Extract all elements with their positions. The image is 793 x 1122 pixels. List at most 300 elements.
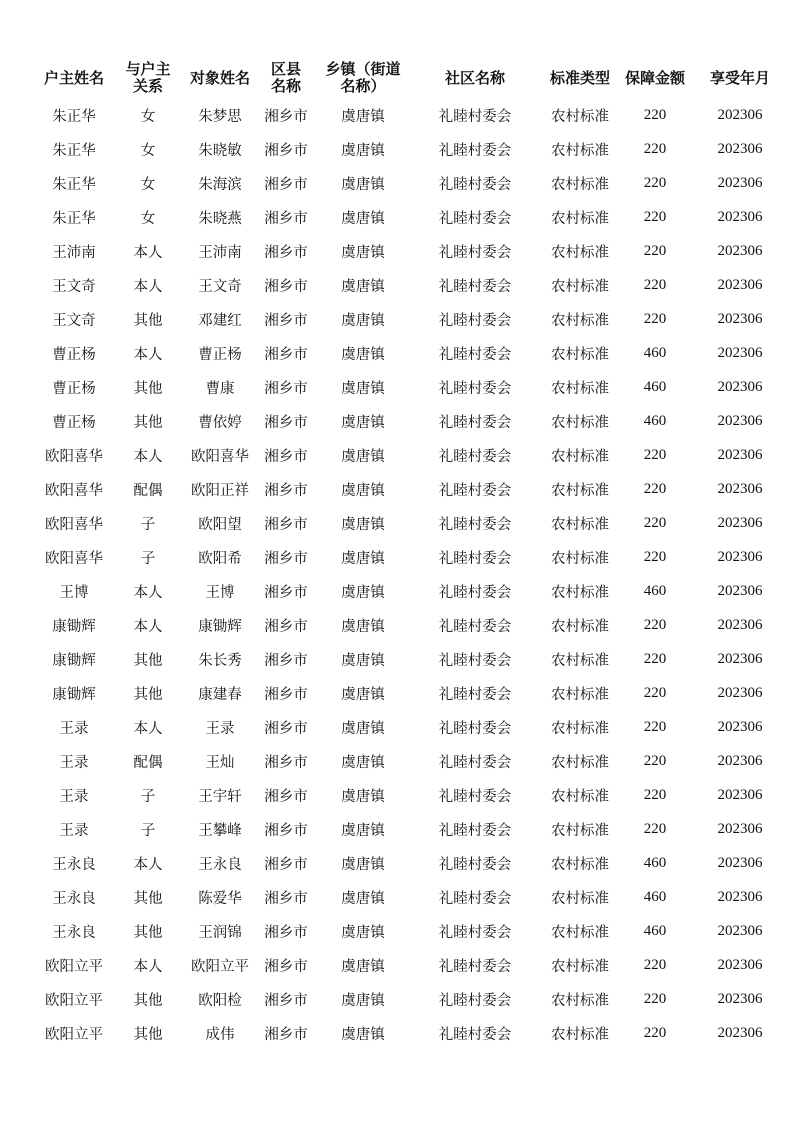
- column-header-amount: [620, 58, 690, 98]
- cell-county: 湘乡市: [264, 584, 308, 601]
- cell-township: 虞唐镇: [341, 312, 385, 329]
- cell-householder-name: 欧阳喜华: [45, 482, 103, 499]
- column-header-township: [316, 58, 410, 98]
- cell-amount: 220: [643, 820, 667, 837]
- cell-standard-type: 农村标准: [551, 686, 609, 703]
- cell-recipient-name: 欧阳喜华: [191, 448, 249, 465]
- cell-period: 202306: [717, 412, 763, 429]
- column-header-community: [410, 58, 540, 98]
- cell-relation: 女: [140, 176, 156, 193]
- cell-relation: 其他: [133, 924, 163, 941]
- header-line: 户主姓名: [43, 68, 104, 87]
- cell-householder-name: 朱正华: [52, 176, 96, 193]
- table-row: [36, 880, 790, 914]
- cell-standard-type: 农村标准: [551, 278, 609, 295]
- cell-relation: 本人: [133, 958, 163, 975]
- cell-township: 虞唐镇: [341, 482, 385, 499]
- table-row: [36, 132, 790, 166]
- cell-relation: 本人: [133, 278, 163, 295]
- cell-community: 礼睦村委会: [438, 142, 512, 159]
- cell-county: 湘乡市: [264, 958, 308, 975]
- cell-amount: 460: [643, 922, 667, 939]
- cell-community: 礼睦村委会: [438, 686, 512, 703]
- cell-community: 礼睦村委会: [438, 244, 512, 261]
- cell-standard-type: 农村标准: [551, 890, 609, 907]
- cell-township: 虞唐镇: [341, 754, 385, 771]
- cell-community: 礼睦村委会: [438, 380, 512, 397]
- table-row: [36, 676, 790, 710]
- cell-standard-type: 农村标准: [551, 958, 609, 975]
- table-row: [36, 642, 790, 676]
- header-line: 名称: [270, 77, 301, 95]
- cell-householder-name: 欧阳喜华: [45, 448, 103, 465]
- cell-relation: 女: [140, 210, 156, 227]
- cell-period: 202306: [717, 446, 763, 463]
- cell-householder-name: 欧阳立平: [45, 992, 103, 1009]
- cell-recipient-name: 王录: [205, 720, 235, 737]
- column-header-county: [256, 58, 316, 98]
- cell-county: 湘乡市: [264, 414, 308, 431]
- header-line: 与户主: [125, 60, 171, 78]
- cell-county: 湘乡市: [264, 244, 308, 261]
- cell-standard-type: 农村标准: [551, 924, 609, 941]
- cell-recipient-name: 欧阳检: [198, 992, 242, 1009]
- cell-relation: 本人: [133, 244, 163, 261]
- header-line: 享受年月: [709, 68, 770, 87]
- cell-amount: 220: [643, 718, 667, 735]
- cell-county: 湘乡市: [264, 856, 308, 873]
- cell-recipient-name: 邓建红: [198, 312, 242, 329]
- cell-householder-name: 王永良: [52, 890, 96, 907]
- cell-recipient-name: 欧阳望: [198, 516, 242, 533]
- cell-householder-name: 欧阳喜华: [45, 550, 103, 567]
- cell-standard-type: 农村标准: [551, 550, 609, 567]
- cell-recipient-name: 欧阳希: [198, 550, 242, 567]
- cell-relation: 其他: [133, 992, 163, 1009]
- cell-county: 湘乡市: [264, 788, 308, 805]
- cell-period: 202306: [717, 174, 763, 191]
- table-row: [36, 166, 790, 200]
- cell-township: 虞唐镇: [341, 890, 385, 907]
- cell-community: 礼睦村委会: [438, 414, 512, 431]
- cell-county: 湘乡市: [264, 1026, 308, 1043]
- cell-standard-type: 农村标准: [551, 448, 609, 465]
- cell-relation: 其他: [133, 686, 163, 703]
- cell-community: 礼睦村委会: [438, 924, 512, 941]
- cell-relation: 其他: [133, 1026, 163, 1043]
- header-row: [36, 58, 790, 98]
- cell-community: 礼睦村委会: [438, 550, 512, 567]
- cell-householder-name: 王录: [59, 720, 89, 737]
- table-row: [36, 336, 790, 370]
- cell-period: 202306: [717, 888, 763, 905]
- table-header: [36, 58, 790, 98]
- cell-township: 虞唐镇: [341, 652, 385, 669]
- cell-relation: 本人: [133, 618, 163, 635]
- cell-period: 202306: [717, 820, 763, 837]
- table-row: [36, 812, 790, 846]
- table-row: [36, 302, 790, 336]
- cell-period: 202306: [717, 140, 763, 157]
- cell-relation: 本人: [133, 584, 163, 601]
- cell-amount: 220: [643, 616, 667, 633]
- cell-standard-type: 农村标准: [551, 176, 609, 193]
- table-row: [36, 574, 790, 608]
- cell-recipient-name: 朱海滨: [198, 176, 242, 193]
- cell-amount: 220: [643, 480, 667, 497]
- cell-householder-name: 曹正杨: [52, 346, 96, 363]
- cell-recipient-name: 曹康: [205, 380, 235, 397]
- cell-amount: 220: [643, 276, 667, 293]
- column-header-recipient-name: [184, 58, 256, 98]
- table-row: [36, 778, 790, 812]
- cell-county: 湘乡市: [264, 652, 308, 669]
- cell-householder-name: 康锄辉: [52, 652, 96, 669]
- cell-township: 虞唐镇: [341, 618, 385, 635]
- cell-township: 虞唐镇: [341, 856, 385, 873]
- table-row: [36, 98, 790, 132]
- cell-county: 湘乡市: [264, 278, 308, 295]
- cell-community: 礼睦村委会: [438, 856, 512, 873]
- cell-standard-type: 农村标准: [551, 210, 609, 227]
- cell-county: 湘乡市: [264, 346, 308, 363]
- cell-recipient-name: 康锄辉: [198, 618, 242, 635]
- table-row: [36, 914, 790, 948]
- cell-relation: 女: [140, 108, 156, 125]
- table-row: [36, 540, 790, 574]
- cell-township: 虞唐镇: [341, 346, 385, 363]
- cell-township: 虞唐镇: [341, 584, 385, 601]
- cell-period: 202306: [717, 616, 763, 633]
- cell-county: 湘乡市: [264, 822, 308, 839]
- cell-county: 湘乡市: [264, 380, 308, 397]
- cell-county: 湘乡市: [264, 108, 308, 125]
- cell-township: 虞唐镇: [341, 516, 385, 533]
- cell-community: 礼睦村委会: [438, 448, 512, 465]
- cell-householder-name: 王录: [59, 754, 89, 771]
- cell-relation: 本人: [133, 720, 163, 737]
- cell-recipient-name: 王宇轩: [198, 788, 242, 805]
- cell-amount: 220: [643, 514, 667, 531]
- cell-recipient-name: 王文奇: [198, 278, 242, 295]
- cell-householder-name: 朱正华: [52, 142, 96, 159]
- table-row: [36, 948, 790, 982]
- cell-county: 湘乡市: [264, 312, 308, 329]
- cell-recipient-name: 王灿: [205, 754, 235, 771]
- cell-relation: 其他: [133, 652, 163, 669]
- cell-standard-type: 农村标准: [551, 822, 609, 839]
- cell-standard-type: 农村标准: [551, 618, 609, 635]
- table-row: [36, 710, 790, 744]
- table-row: [36, 472, 790, 506]
- cell-relation: 其他: [133, 414, 163, 431]
- header-line: 关系: [132, 77, 163, 95]
- cell-relation: 配偶: [133, 754, 163, 771]
- cell-amount: 220: [643, 990, 667, 1007]
- column-header-householder-name: [36, 58, 112, 98]
- cell-householder-name: 王录: [59, 822, 89, 839]
- cell-community: 礼睦村委会: [438, 720, 512, 737]
- cell-amount: 220: [643, 106, 667, 123]
- header-line: 对象姓名: [189, 68, 250, 87]
- cell-amount: 220: [643, 242, 667, 259]
- cell-recipient-name: 朱长秀: [198, 652, 242, 669]
- cell-period: 202306: [717, 854, 763, 871]
- cell-householder-name: 朱正华: [52, 210, 96, 227]
- cell-standard-type: 农村标准: [551, 482, 609, 499]
- cell-amount: 220: [643, 208, 667, 225]
- column-header-period: [690, 58, 790, 98]
- cell-county: 湘乡市: [264, 618, 308, 635]
- cell-relation: 子: [140, 550, 156, 567]
- cell-township: 虞唐镇: [341, 788, 385, 805]
- cell-county: 湘乡市: [264, 550, 308, 567]
- cell-relation: 女: [140, 142, 156, 159]
- cell-recipient-name: 欧阳正祥: [191, 482, 249, 499]
- cell-standard-type: 农村标准: [551, 516, 609, 533]
- cell-householder-name: 王文奇: [52, 278, 96, 295]
- cell-recipient-name: 王永良: [198, 856, 242, 873]
- cell-standard-type: 农村标准: [551, 788, 609, 805]
- cell-county: 湘乡市: [264, 210, 308, 227]
- cell-relation: 其他: [133, 312, 163, 329]
- cell-standard-type: 农村标准: [551, 142, 609, 159]
- cell-householder-name: 王文奇: [52, 312, 96, 329]
- cell-recipient-name: 陈爱华: [198, 890, 242, 907]
- cell-township: 虞唐镇: [341, 958, 385, 975]
- cell-community: 礼睦村委会: [438, 890, 512, 907]
- cell-township: 虞唐镇: [341, 924, 385, 941]
- cell-recipient-name: 朱晓敏: [198, 142, 242, 159]
- cell-period: 202306: [717, 684, 763, 701]
- cell-amount: 220: [643, 310, 667, 327]
- cell-householder-name: 欧阳立平: [45, 1026, 103, 1043]
- cell-standard-type: 农村标准: [551, 652, 609, 669]
- cell-community: 礼睦村委会: [438, 482, 512, 499]
- cell-amount: 460: [643, 888, 667, 905]
- cell-township: 虞唐镇: [341, 720, 385, 737]
- table-row: [36, 744, 790, 778]
- header-line: 乡镇（街道: [325, 60, 401, 78]
- cell-amount: 220: [643, 548, 667, 565]
- cell-county: 湘乡市: [264, 686, 308, 703]
- cell-householder-name: 康锄辉: [52, 686, 96, 703]
- cell-amount: 460: [643, 412, 667, 429]
- cell-period: 202306: [717, 650, 763, 667]
- table-row: [36, 438, 790, 472]
- cell-householder-name: 康锄辉: [52, 618, 96, 635]
- cell-period: 202306: [717, 752, 763, 769]
- column-header-relation: [112, 58, 184, 98]
- cell-township: 虞唐镇: [341, 414, 385, 431]
- cell-township: 虞唐镇: [341, 686, 385, 703]
- cell-recipient-name: 欧阳立平: [191, 958, 249, 975]
- cell-community: 礼睦村委会: [438, 176, 512, 193]
- cell-recipient-name: 王润锦: [198, 924, 242, 941]
- cell-standard-type: 农村标准: [551, 346, 609, 363]
- cell-householder-name: 王博: [59, 584, 89, 601]
- cell-recipient-name: 王攀峰: [198, 822, 242, 839]
- cell-period: 202306: [717, 956, 763, 973]
- header-line: 社区名称: [444, 68, 505, 87]
- cell-standard-type: 农村标准: [551, 1026, 609, 1043]
- cell-community: 礼睦村委会: [438, 618, 512, 635]
- cell-period: 202306: [717, 1024, 763, 1041]
- cell-amount: 220: [643, 174, 667, 191]
- cell-county: 湘乡市: [264, 142, 308, 159]
- cell-relation: 其他: [133, 380, 163, 397]
- cell-period: 202306: [717, 208, 763, 225]
- cell-township: 虞唐镇: [341, 992, 385, 1009]
- cell-community: 礼睦村委会: [438, 958, 512, 975]
- cell-standard-type: 农村标准: [551, 720, 609, 737]
- cell-amount: 220: [643, 956, 667, 973]
- table-row: [36, 404, 790, 438]
- cell-amount: 220: [643, 752, 667, 769]
- cell-amount: 220: [643, 446, 667, 463]
- cell-householder-name: 朱正华: [52, 108, 96, 125]
- cell-township: 虞唐镇: [341, 550, 385, 567]
- cell-township: 虞唐镇: [341, 1026, 385, 1043]
- cell-township: 虞唐镇: [341, 278, 385, 295]
- cell-county: 湘乡市: [264, 754, 308, 771]
- cell-county: 湘乡市: [264, 176, 308, 193]
- allowance-table: [36, 58, 790, 1050]
- cell-standard-type: 农村标准: [551, 312, 609, 329]
- cell-township: 虞唐镇: [341, 210, 385, 227]
- cell-relation: 子: [140, 788, 156, 805]
- header-line: 区县: [270, 60, 301, 78]
- table-row: [36, 982, 790, 1016]
- cell-recipient-name: 朱梦思: [198, 108, 242, 125]
- cell-householder-name: 欧阳立平: [45, 958, 103, 975]
- cell-standard-type: 农村标准: [551, 856, 609, 873]
- table-row: [36, 1016, 790, 1050]
- cell-township: 虞唐镇: [341, 448, 385, 465]
- cell-householder-name: 曹正杨: [52, 414, 96, 431]
- cell-householder-name: 欧阳喜华: [45, 516, 103, 533]
- table-row: [36, 234, 790, 268]
- cell-recipient-name: 曹正杨: [198, 346, 242, 363]
- cell-township: 虞唐镇: [341, 108, 385, 125]
- cell-community: 礼睦村委会: [438, 754, 512, 771]
- cell-county: 湘乡市: [264, 992, 308, 1009]
- cell-relation: 本人: [133, 856, 163, 873]
- cell-relation: 子: [140, 516, 156, 533]
- cell-amount: 220: [643, 650, 667, 667]
- header-line: 标准类型: [549, 68, 610, 87]
- cell-recipient-name: 康建春: [198, 686, 242, 703]
- cell-county: 湘乡市: [264, 890, 308, 907]
- cell-amount: 220: [643, 684, 667, 701]
- table-body: [36, 98, 790, 1050]
- table-row: [36, 268, 790, 302]
- cell-amount: 460: [643, 854, 667, 871]
- cell-standard-type: 农村标准: [551, 108, 609, 125]
- cell-amount: 460: [643, 582, 667, 599]
- cell-recipient-name: 王博: [205, 584, 235, 601]
- cell-householder-name: 王录: [59, 788, 89, 805]
- cell-amount: 220: [643, 786, 667, 803]
- cell-recipient-name: 王沛南: [198, 244, 242, 261]
- cell-amount: 460: [643, 378, 667, 395]
- cell-county: 湘乡市: [264, 924, 308, 941]
- cell-community: 礼睦村委会: [438, 108, 512, 125]
- cell-recipient-name: 曹依婷: [198, 414, 242, 431]
- cell-standard-type: 农村标准: [551, 992, 609, 1009]
- cell-community: 礼睦村委会: [438, 1026, 512, 1043]
- cell-standard-type: 农村标准: [551, 584, 609, 601]
- cell-standard-type: 农村标准: [551, 414, 609, 431]
- cell-community: 礼睦村委会: [438, 652, 512, 669]
- cell-community: 礼睦村委会: [438, 346, 512, 363]
- cell-community: 礼睦村委会: [438, 822, 512, 839]
- cell-relation: 子: [140, 822, 156, 839]
- cell-community: 礼睦村委会: [438, 278, 512, 295]
- cell-relation: 其他: [133, 890, 163, 907]
- table-row: [36, 846, 790, 880]
- cell-county: 湘乡市: [264, 720, 308, 737]
- cell-amount: 220: [643, 1024, 667, 1041]
- cell-period: 202306: [717, 378, 763, 395]
- cell-community: 礼睦村委会: [438, 992, 512, 1009]
- table-row: [36, 200, 790, 234]
- cell-township: 虞唐镇: [341, 176, 385, 193]
- cell-community: 礼睦村委会: [438, 210, 512, 227]
- table-row: [36, 370, 790, 404]
- table-row: [36, 506, 790, 540]
- cell-community: 礼睦村委会: [438, 516, 512, 533]
- cell-period: 202306: [717, 786, 763, 803]
- cell-period: 202306: [717, 344, 763, 361]
- cell-relation: 本人: [133, 346, 163, 363]
- cell-period: 202306: [717, 310, 763, 327]
- cell-township: 虞唐镇: [341, 822, 385, 839]
- header-line: 保障金额: [624, 68, 685, 87]
- cell-period: 202306: [717, 242, 763, 259]
- cell-householder-name: 曹正杨: [52, 380, 96, 397]
- cell-period: 202306: [717, 106, 763, 123]
- cell-period: 202306: [717, 922, 763, 939]
- cell-township: 虞唐镇: [341, 142, 385, 159]
- column-header-standard-type: [540, 58, 620, 98]
- cell-relation: 配偶: [133, 482, 163, 499]
- cell-period: 202306: [717, 990, 763, 1007]
- cell-amount: 460: [643, 344, 667, 361]
- cell-standard-type: 农村标准: [551, 754, 609, 771]
- cell-recipient-name: 朱晓燕: [198, 210, 242, 227]
- cell-period: 202306: [717, 582, 763, 599]
- header-line: 名称）: [340, 77, 386, 95]
- cell-community: 礼睦村委会: [438, 312, 512, 329]
- cell-period: 202306: [717, 480, 763, 497]
- cell-recipient-name: 成伟: [205, 1026, 235, 1043]
- cell-community: 礼睦村委会: [438, 584, 512, 601]
- cell-householder-name: 王永良: [52, 856, 96, 873]
- cell-standard-type: 农村标准: [551, 244, 609, 261]
- cell-householder-name: 王沛南: [52, 244, 96, 261]
- cell-community: 礼睦村委会: [438, 788, 512, 805]
- table-row: [36, 608, 790, 642]
- cell-period: 202306: [717, 276, 763, 293]
- cell-householder-name: 王永良: [52, 924, 96, 941]
- cell-amount: 220: [643, 140, 667, 157]
- cell-county: 湘乡市: [264, 516, 308, 533]
- cell-period: 202306: [717, 514, 763, 531]
- cell-township: 虞唐镇: [341, 244, 385, 261]
- cell-period: 202306: [717, 718, 763, 735]
- cell-county: 湘乡市: [264, 448, 308, 465]
